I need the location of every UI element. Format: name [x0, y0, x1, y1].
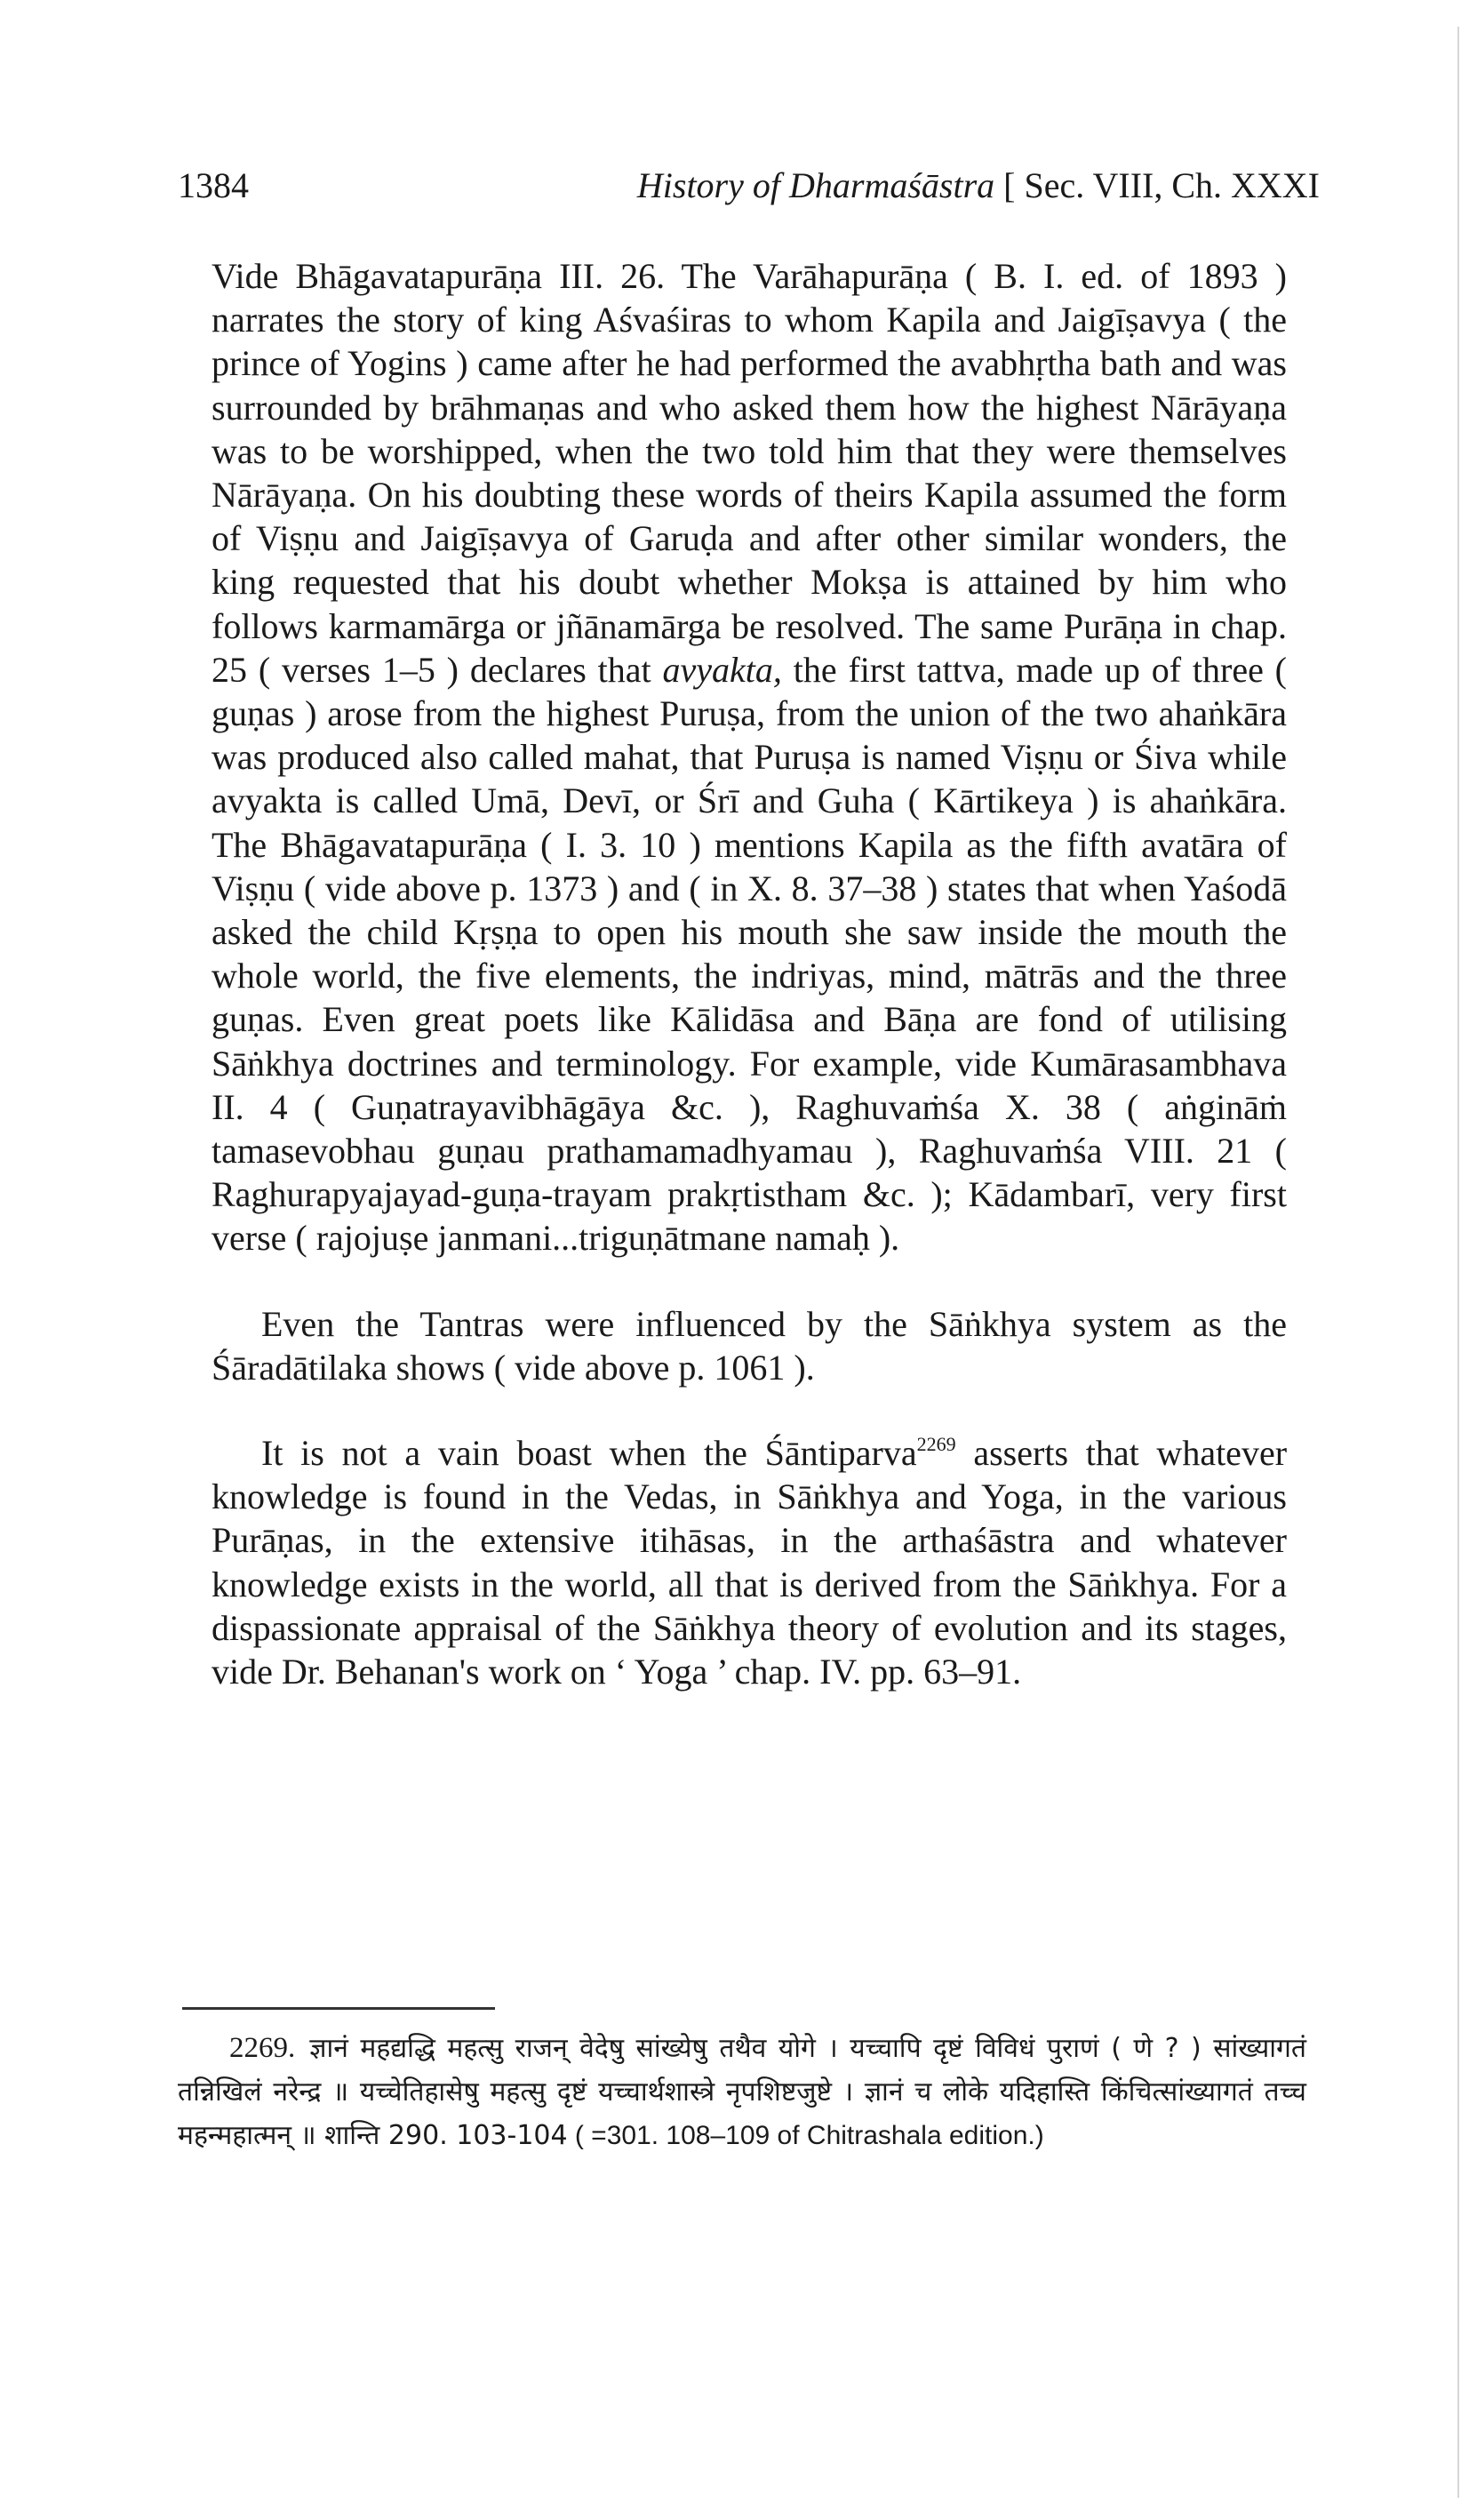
footnote-divider	[182, 2007, 495, 2010]
paragraph-2: Even the Tantras were influenced by the Sāṅkhya system as the Śāradātilaka shows ( vide above p. 1061 ).	[212, 1303, 1287, 1388]
footnote-edition-note: ( =301. 108–109 of Chitrashala edition.)	[574, 2121, 1044, 2150]
paragraph-1-italic-term: avyakta,	[662, 649, 782, 690]
main-text	[212, 254, 1287, 1693]
paragraph-3-part-a: It is not a vain boast when the Śāntiparva	[261, 1433, 917, 1474]
paragraph-3	[212, 1431, 1287, 1693]
footnote-reference: 2269	[916, 1433, 956, 1456]
paragraph-3-part-b: asserts that whatever knowledge is found in the Vedas, in Sāṅkhya and Yoga, in the various Purāṇas, in the extensive itihāsas, in the arthaśāstra and whatever knowledge exists in the world, all that is derived from the Sāṅkhya. For a dispassionate appraisal of the Sāṅkhya theory of evolution and its stages, vide Dr. Behanan's work on ‘ Yoga ’ chap. IV. pp. 63–91.	[212, 1433, 1288, 1692]
footnote-number: 2269.	[229, 2032, 296, 2064]
paragraph-1-part-a: Vide Bhāgavatapurāṇa III. 26. The Varāhapurāṇa ( B. I. ed. of 1893 ) narrates the story of king Aśvaśiras to whom Kapila and Jaigīṣavya ( the prince of Yogins ) came after he had performed the avabhṛtha bath and was surrounded by brāhmaṇas and who asked them how the highest Nārāyaṇa was to be worshipped, when the two told him that they were themselves Nārāyaṇa. On his doubting these words of theirs Kapila assumed the form of Viṣṇu and Jaigīṣavya of Garuḍa and after other similar wonders, the king requested that his doubt whether Mokṣa is attained by him who follows karmamārga or jñānamārga be resolved. The same Purāṇa in chap. 25 ( verses 1–5 ) declares that	[212, 256, 1287, 690]
running-title-section: [ Sec. VIII, Ch. XXXI	[994, 165, 1320, 205]
running-title-italic: History of Dharmaśāstra	[636, 165, 995, 205]
paragraph-1-part-b: the first tattva, made up of three ( guṇas ) arose from the highest Puruṣa, from the union of the two ahaṅkāra was produced also called mahat, that Puruṣa is named Viṣṇu or Śiva while avyakta is called Umā, Devī, or Śrī and Guha ( Kārtikeya ) is ahaṅkāra. The Bhāgavatapurāṇa ( I. 3. 10 ) mentions Kapila as the fifth avatāra of Viṣṇu ( vide above p. 1373 ) and ( in X. 8. 37–38 ) states that when Yaśodā asked the child Kṛṣṇa to open his mouth she saw inside the mouth the whole world, the five elements, the indriyas, mind, mātrās and the three guṇas. Even great poets like Kālidāsa and Bāṇa are fond of utilising Sāṅkhya doctrines and terminology. For example, vide Kumārasambhava II. 4 ( Guṇatrayavibhāgāya &c. ), Raghuvaṁśa X. 38 ( aṅgināṁ tamasevobhau guṇau prathamamadhyamau ), Raghuvaṁśa VIII. 21 ( Raghurapyajayad-guṇa-trayam prakṛtistham &c. ); Kādambarī, very first verse ( rajojuṣe janmani...triguṇātmane namaḥ ).	[212, 649, 1287, 1259]
footnote-sanskrit-text: ज्ञानं महद्यद्धि महत्सु राजन् वेदेषु सांख्येषु तथैव योगे । यच्चापि दृष्टं विविधं पुराणं ( णे ? ) सांख्यागतं तन्निखिलं नरेन्द्र ॥ यच्चेतिहासेषु महत्सु दृष्टं यच्चार्थशास्त्रे नृपशिष्टजुष्टे । ज्ञानं च लोके यदिहास्ति किंचित्सांख्यागतं तच्च महन्महात्मन् ॥ शान्ति 290. 103-104	[178, 2033, 1306, 2151]
running-title	[637, 164, 1320, 206]
paragraph-1	[212, 254, 1287, 1260]
page-header	[178, 164, 1320, 218]
page-number: 1384	[178, 165, 249, 205]
scan-margin-line	[1457, 27, 1459, 2498]
footnote	[178, 2027, 1306, 2157]
